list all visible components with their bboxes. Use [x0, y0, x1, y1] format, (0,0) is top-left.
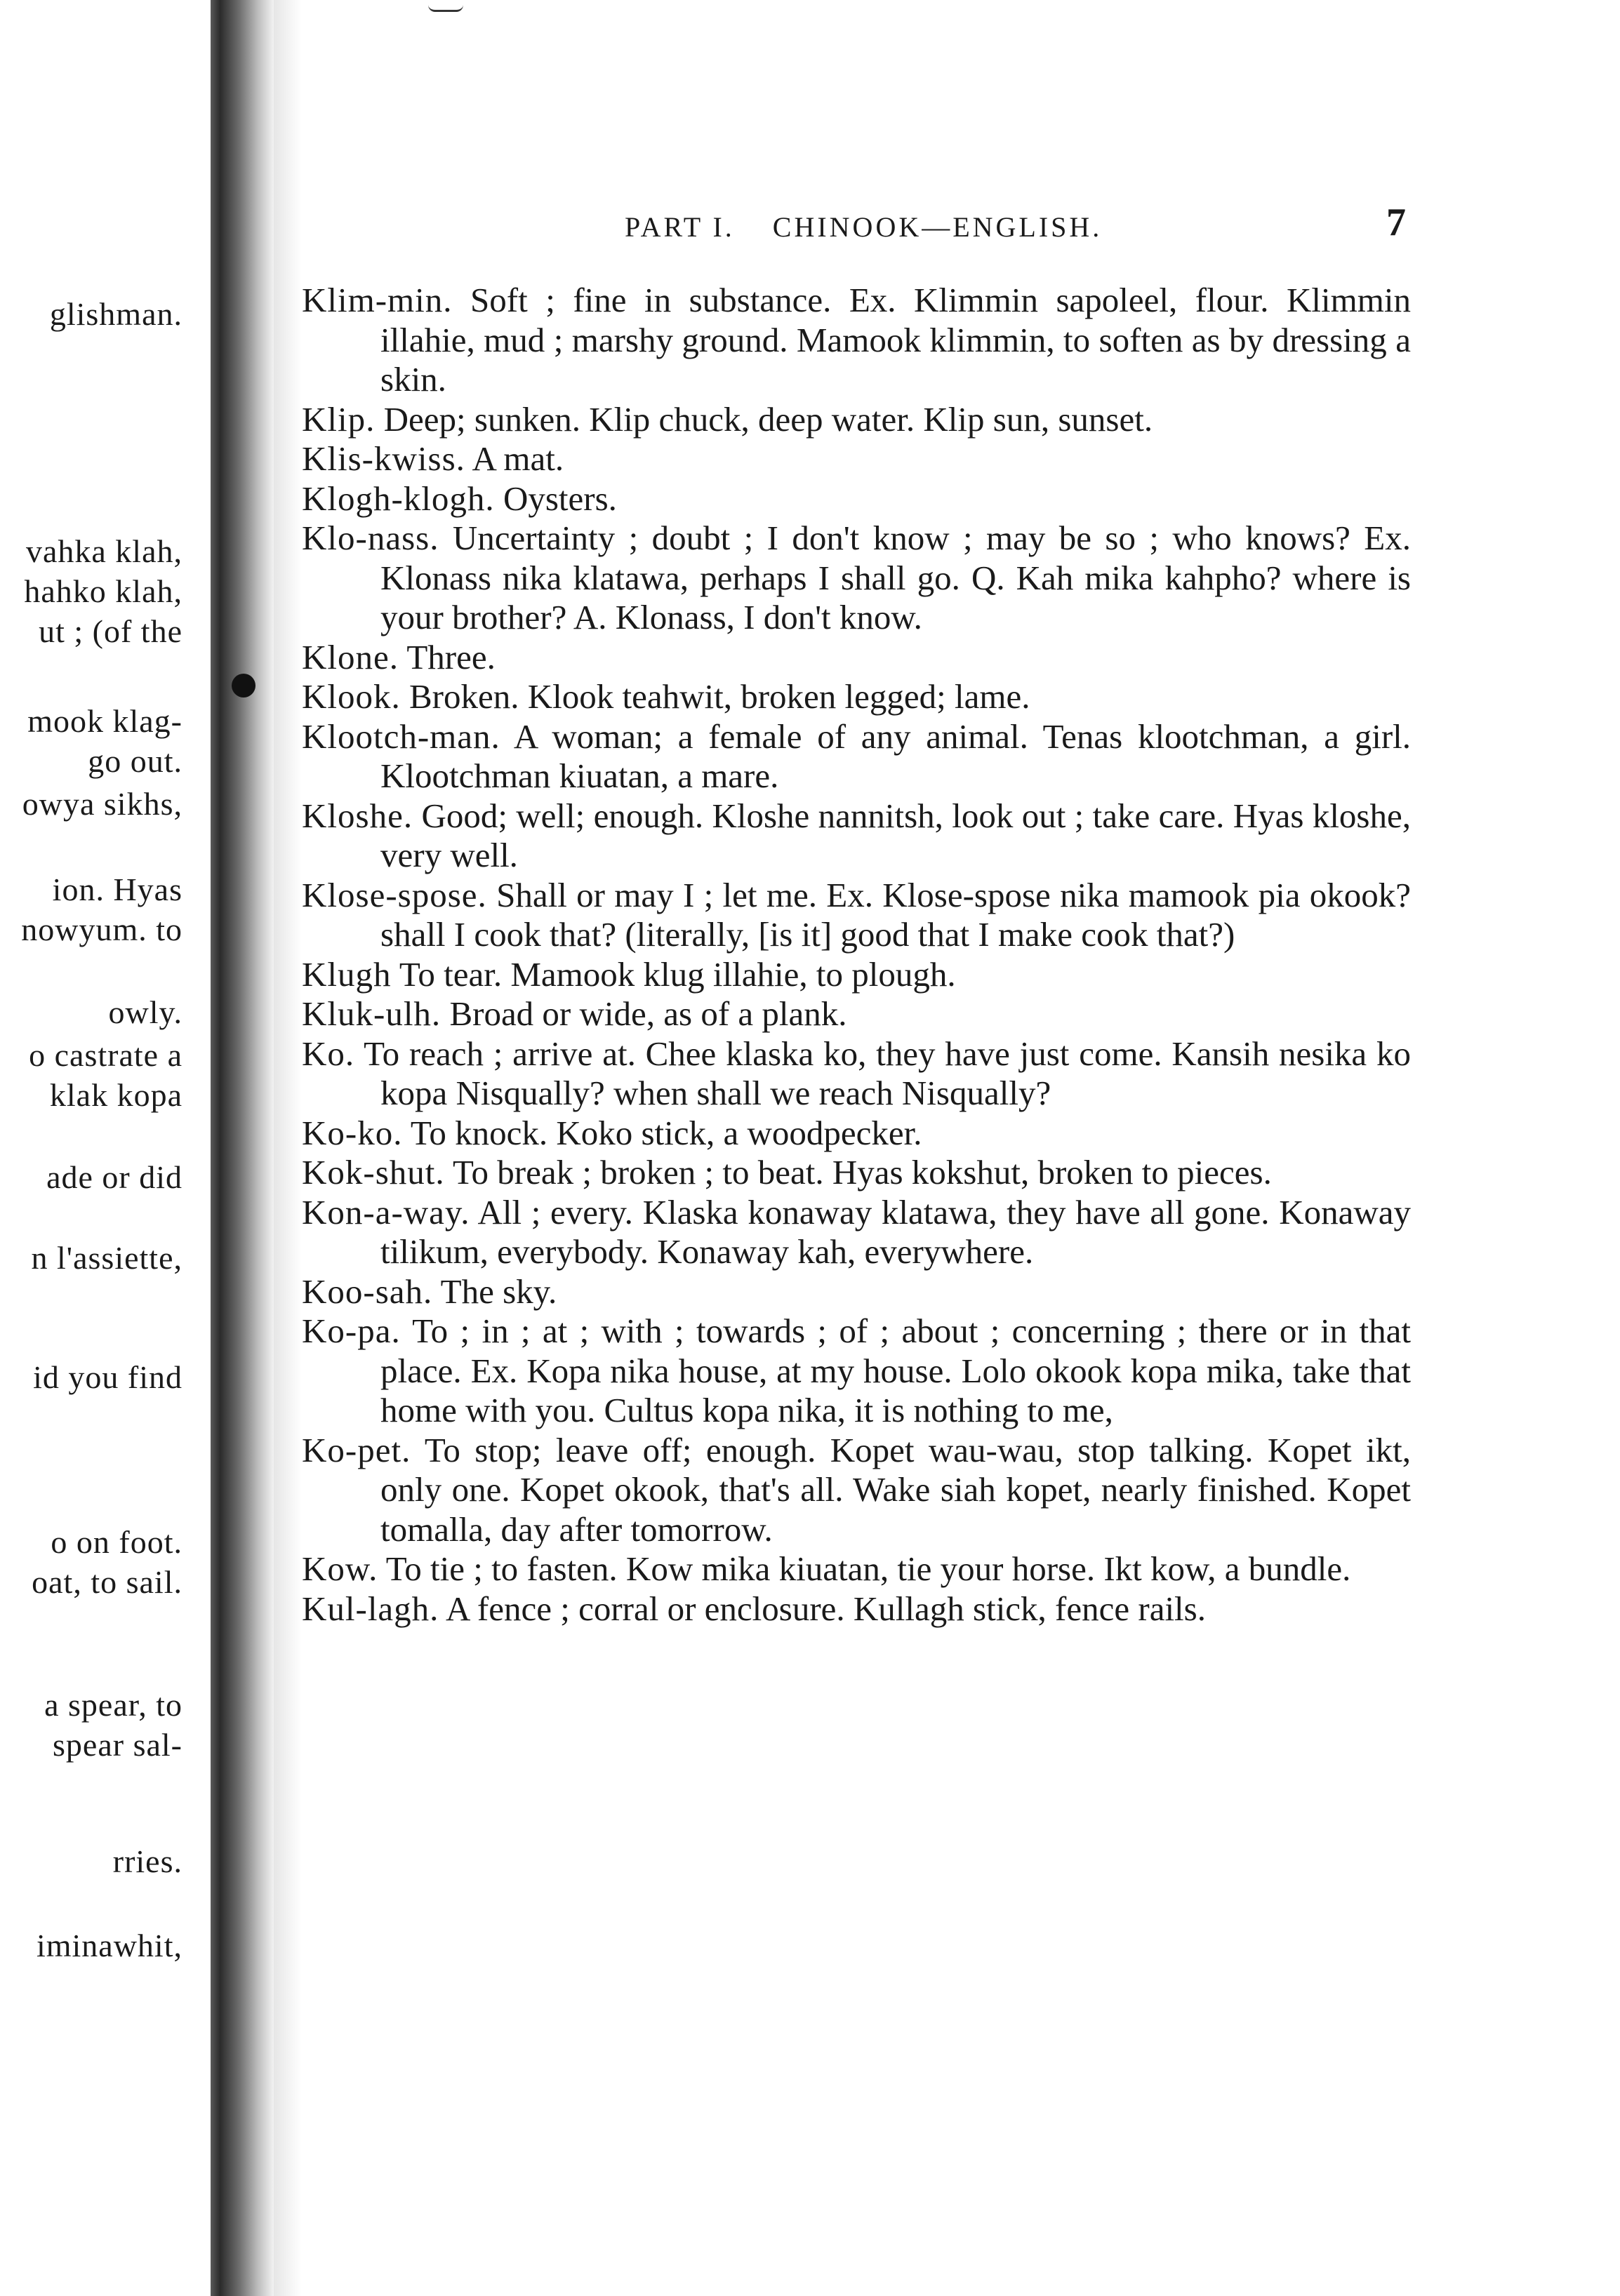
definition: Good; well; enough. Kloshe nannitsh, look out ; take care. Hyas kloshe, very well. — [380, 796, 1411, 874]
definition: A fence ; corral or enclosure. Kullagh stick, fence rails. — [445, 1589, 1206, 1628]
headword: Klip. — [302, 399, 376, 439]
dictionary-entry — [302, 519, 1411, 638]
previous-page-line: o on foot. — [51, 1524, 182, 1560]
part-label: PART I. — [625, 211, 735, 243]
dictionary-entry — [302, 1114, 1411, 1154]
previous-page-line: ion. Hyas — [52, 872, 182, 907]
headword: Kok-shut. — [302, 1153, 445, 1192]
gutter-shadow — [274, 0, 302, 2296]
dictionary-entry — [302, 1431, 1411, 1550]
dictionary-entry — [302, 439, 1411, 479]
definition: Broad or wide, as of a plank. — [449, 994, 847, 1033]
definition: To break ; broken ; to beat. Hyas kokshut, broken to pieces. — [453, 1153, 1272, 1192]
dictionary-entry — [302, 1589, 1411, 1629]
dictionary-entry — [302, 1193, 1411, 1272]
definition: Uncertainty ; doubt ; I don't know ; may be so ; who knows? Ex. Klonass nika klatawa, perhaps I shall go. Q. Kah mika kahpho? where is your brother? A. Klonass, I don't know. — [380, 519, 1411, 636]
definition: To stop; leave off; enough. Kopet wau-wau, stop talking. Kopet ikt, only one. Kopet okook, that's all. Wake siah kopet, nearly finished. Kopet tomalla, day after tomorrow. — [380, 1430, 1411, 1549]
definition: To knock. Koko stick, a woodpecker. — [410, 1113, 922, 1152]
previous-page-line: hahko klah, — [24, 573, 182, 609]
headword: Kluk-ulh. — [302, 994, 441, 1033]
previous-page-line: mook klag- — [27, 703, 182, 739]
definition: A mat. — [472, 439, 564, 478]
headword: Klootch-man. — [302, 716, 500, 756]
previous-page-line: nowyum. to — [21, 912, 182, 947]
headword: Kon-a-way. — [302, 1192, 470, 1232]
definition: To tear. Mamook klug illahie, to plough. — [399, 954, 956, 994]
dictionary-entry — [302, 677, 1411, 717]
definition: All ; every. Klaska konaway klatawa, they have all gone. Konaway tilikum, everybody. Konaway kah, everywhere. — [380, 1192, 1412, 1271]
previous-page-line: ut ; (of the — [39, 613, 182, 649]
previous-page-line: oat, to sail. — [32, 1564, 182, 1600]
headword: Klone. — [302, 637, 399, 676]
previous-page-line: glishman. — [49, 296, 182, 332]
headword: Klo-nass. — [302, 519, 439, 557]
headword: Klim-min. — [302, 281, 453, 319]
ink-blot — [232, 674, 255, 698]
headword: Kow. — [302, 1549, 378, 1588]
definition: A woman; a female of any animal. Tenas klootchman, a girl. Klootchman kiuatan, a mare. — [380, 716, 1412, 795]
dictionary-entry — [302, 1034, 1411, 1114]
headword: Ko-pet. — [302, 1430, 411, 1469]
running-head — [625, 211, 1425, 243]
dictionary-entry — [302, 955, 1411, 995]
definition: Three. — [406, 637, 496, 676]
headword: Klis-kwiss. — [302, 439, 465, 478]
previous-page-line: klak kopa — [49, 1077, 182, 1113]
dictionary-entry — [302, 1549, 1411, 1589]
section-title: CHINOOK—ENGLISH. — [772, 211, 1103, 243]
previous-page-line: o castrate a — [29, 1037, 182, 1073]
definition: Shall or may I ; let me. Ex. Klose-spose nika mamook pia okook? shall I cook that? (literally, [is it] good that I make cook that?) — [380, 875, 1412, 954]
dictionary-entry — [302, 796, 1411, 876]
headword: Klose-spose. — [302, 875, 487, 914]
previous-page-line: vahka klah, — [25, 533, 182, 569]
dictionary-entry — [302, 479, 1411, 519]
dictionary-entry — [302, 1153, 1411, 1193]
headword: Koo-sah. — [302, 1272, 433, 1311]
dictionary-entry — [302, 994, 1411, 1034]
headword: Ko. — [302, 1034, 355, 1073]
definition: Soft ; fine in substance. Ex. Klimmin sapoleel, flour. Klimmin illahie, mud ; marshy ground. Mamook klimmin, to soften as by dressing a skin. — [380, 281, 1412, 399]
previous-page-line: iminawhit, — [36, 1928, 182, 1963]
headword: Ko-ko. — [302, 1113, 403, 1152]
definition: To ; in ; at ; with ; towards ; of ; about ; concerning ; there or in that place. Ex. Kopa nika house, at my house. Lolo okook kopa mika, take that home with you. Cultus kopa nika, it is nothing to me, — [380, 1311, 1411, 1429]
dictionary-entry — [302, 717, 1411, 796]
page-number: 7 — [1386, 201, 1406, 244]
definition: To tie ; to fasten. Kow mika kiuatan, tie your horse. Ikt kow, a bundle. — [385, 1549, 1351, 1588]
dictionary-entry — [302, 1272, 1411, 1312]
previous-page-line: id you find — [33, 1359, 182, 1395]
previous-page-edge — [0, 0, 211, 2296]
dictionary-entries — [302, 281, 1411, 1629]
previous-page-line: owya sikhs, — [22, 786, 182, 822]
book-gutter — [211, 0, 274, 2296]
previous-page-text — [0, 0, 182, 2296]
definition: To reach ; arrive at. Chee klaska ko, they have just come. Kansih nesika ko kopa Nisqually? when shall we reach Nisqually? — [364, 1034, 1411, 1112]
dictionary-entry — [302, 281, 1411, 400]
previous-page-line: rries. — [112, 1843, 182, 1879]
headword: Kloshe. — [302, 796, 413, 835]
definition: Broken. Klook teahwit, broken legged; lame. — [409, 677, 1030, 716]
previous-page-line: go out. — [88, 743, 182, 779]
dictionary-entry — [302, 400, 1411, 440]
previous-page-line: owly. — [108, 994, 182, 1030]
dictionary-entry — [302, 638, 1411, 678]
dictionary-page — [302, 0, 1620, 2296]
previous-page-line: n l'assiette, — [31, 1240, 182, 1276]
definition: Oysters. — [503, 479, 617, 518]
headword: Kul-lagh. — [302, 1589, 439, 1628]
dictionary-entry — [302, 1311, 1411, 1431]
headword: Klogh-klogh. — [302, 479, 495, 518]
headword: Klook. — [302, 677, 401, 716]
headword: Klugh — [302, 954, 392, 994]
definition: Deep; sunken. Klip chuck, deep water. Klip sun, sunset. — [383, 399, 1153, 439]
previous-page-line: spear sal- — [53, 1727, 182, 1763]
headword: Ko-pa. — [302, 1311, 401, 1350]
previous-page-line: ade or did — [46, 1159, 182, 1195]
previous-page-line: a spear, to — [44, 1687, 182, 1723]
dictionary-entry — [302, 876, 1411, 955]
definition: The sky. — [440, 1272, 557, 1311]
